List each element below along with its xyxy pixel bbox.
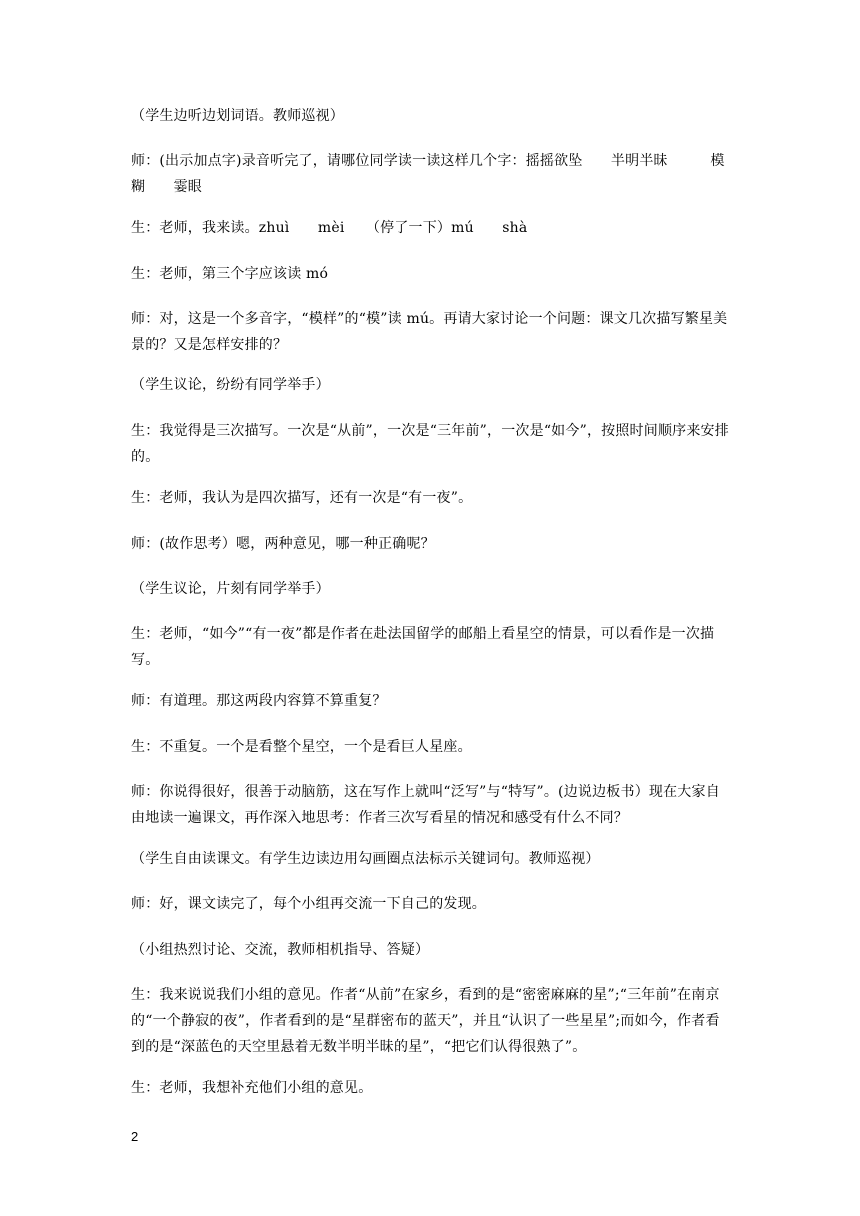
paragraph: 师：有道理。那这两段内容算不算重复？ <box>131 693 387 709</box>
page-number: 2 <box>131 1129 139 1144</box>
paragraph: 生：老师，我想补充他们小组的意见。 <box>131 1080 373 1096</box>
paragraph: 师：对，这是一个多音字，“模样”的“模”读 mú。再请大家讨论一个问题：课文几次描写繁星美景的？又是怎样安排的？ <box>131 311 728 353</box>
paragraph: 生：老师，我认为是四次描写，还有一次是“有一夜”。 <box>131 490 473 506</box>
paragraph: （学生边听边划词语。教师巡视） <box>131 108 344 124</box>
paragraph: 生：老师，“如今”“有一夜”都是作者在赴法国留学的邮船上看星空的情景，可以看作是一次描写。 <box>131 626 715 668</box>
paragraph: 师：(出示加点字)录音听完了，请哪位同学读一读这样几个字：摇摇欲坠 半明半昧 模糊 霎眼 <box>131 153 725 195</box>
paragraph: （学生议论，片刻有同学举手） <box>131 581 330 597</box>
paragraph: 生：不重复。一个是看整个星空，一个是看巨人星座。 <box>131 739 472 755</box>
paragraph: （学生议论，纷纷有同学举手） <box>131 377 330 393</box>
paragraph: 生：我觉得是三次描写。一次是“从前”，一次是“三年前”，一次是“如今”，按照时间顺序来安排的。 <box>131 423 729 465</box>
paragraph: 师：你说得很好，很善于动脑筋，这在写作上就叫“泛写”与“特写”。(边说边板书）现在大家自由地读一遍课文，再作深入地思考：作者三次写看星的情况和感受有什么不同？ <box>131 784 720 826</box>
paragraph: 生：我来说说我们小组的意见。作者“从前”在家乡，看到的是“密密麻麻的星”;“三年前”在南京的“一个静寂的夜”，作者看到的是“星群密布的蓝天”，并且“认识了一些星星”;而如今，作者看到的是“深蓝色的天空里悬着无数半明半昧的星”，“把它们认得很熟了”。 <box>131 987 720 1055</box>
paragraph: 师：(故作思考）嗯，两种意见，哪一种正确呢？ <box>131 536 435 552</box>
paragraph: （小组热烈讨论、交流，教师相机指导、答疑） <box>131 942 430 958</box>
paragraph: 生：老师，第三个字应该读 mó <box>131 266 329 282</box>
paragraph: 生：老师，我来读。zhuì mèi （停了一下）mú shà <box>131 220 528 236</box>
paragraph: （学生自由读课文。有学生边读边用勾画圈点法标示关键词句。教师巡视） <box>131 851 600 867</box>
paragraph: 师：好，课文读完了，每个小组再交流一下自己的发现。 <box>131 896 486 912</box>
